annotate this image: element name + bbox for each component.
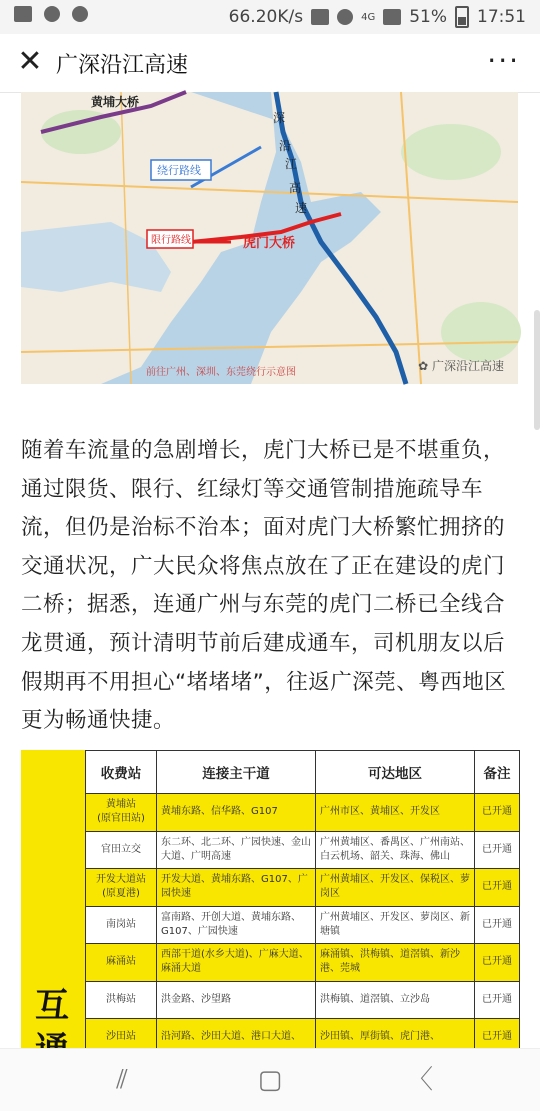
map-label-char-4: 高 (289, 181, 302, 195)
wechat-icon: ✿ (418, 359, 429, 373)
weather-icon (44, 6, 60, 22)
cell-remark: 已开通 (475, 794, 520, 832)
nav-bar (0, 34, 540, 93)
cell-main-road: 东二环、北二环、广园快速、金山大道、广明高速 (157, 831, 316, 869)
system-nav-bar (0, 1048, 540, 1111)
route-map-image[interactable] (21, 92, 518, 384)
close-icon[interactable]: ✕ (17, 44, 43, 79)
cell-station: 沙田站 (86, 1019, 157, 1057)
status-right (229, 6, 526, 28)
status-left-icons (14, 6, 88, 22)
scrollbar[interactable] (534, 310, 540, 430)
cell-main-road: 富南路、开创大道、黄埔东路、G107、广园快速 (157, 906, 316, 944)
toll-table-image[interactable] (21, 750, 520, 1048)
cell-reachable-area: 广州黄埔区、开发区、萝岗区、新塘镇 (316, 906, 475, 944)
cell-remark: 已开通 (475, 944, 520, 982)
map-label-char-5: 速 (295, 201, 308, 215)
more-options-icon[interactable]: ··· (487, 44, 520, 77)
table-row (86, 794, 520, 832)
cell-reachable-area: 洪梅镇、道滘镇、立沙岛 (316, 981, 475, 1019)
cell-station: 南岗站 (86, 906, 157, 944)
cell-remark: 已开通 (475, 906, 520, 944)
map-drawing (21, 92, 518, 384)
map-watermark (418, 357, 504, 374)
table-row (86, 831, 520, 869)
cell-station: 麻涌站 (86, 944, 157, 982)
header-reachable-area: 可达地区 (316, 751, 475, 794)
signal-icon (383, 9, 401, 25)
cell-station: 黄埔站 (原官田站) (86, 794, 157, 832)
map-label-limit-route: 限行路线 (151, 235, 191, 246)
map-label-char-1: 深 (273, 111, 286, 125)
cell-reachable-area: 广州黄埔区、开发区、保税区、萝岗区 (316, 869, 475, 907)
article-paragraph: 随着车流量的急剧增长，虎门大桥已是不堪重负，通过限货、限行、红绿灯等交通管制措施疏导车流，但仍是治标不治本；面对虎门大桥繁忙拥挤的交通状况，广大民众将焦点放在了正在建设的虎门二桥；据悉，连通广州与东莞的虎门二桥已全线合龙贯通，预计清明节前后建成通车，司机朋友以后假期再不用担心“堵堵堵”，往返广深莞、粤西地区更为畅通快捷。 (21, 438, 507, 734)
signal-label: 4G (361, 11, 376, 23)
cell-reachable-area: 广州黄埔区、番禺区、广州南站、白云机场、韶关、珠海、佛山 (316, 831, 475, 869)
map-label-char-3: 江 (285, 157, 298, 171)
cell-main-road: 黄埔东路、信华路、G107 (157, 794, 316, 832)
map-caption: 前往广州、深圳、东莞绕行示意图 (146, 367, 296, 378)
cell-remark: 已开通 (475, 981, 520, 1019)
clock: 17:51 (477, 7, 526, 27)
cell-main-road: 开发大道、黄埔东路、G107、广园快速 (157, 869, 316, 907)
table-row (86, 981, 520, 1019)
gallery-icon (14, 6, 32, 22)
battery-icon (455, 6, 469, 28)
toll-table (85, 750, 520, 1057)
cell-station: 开发大道站 (原夏港) (86, 869, 157, 907)
cell-reachable-area: 广州市区、黄埔区、开发区 (316, 794, 475, 832)
table-row (86, 869, 520, 907)
mute-icon (311, 9, 329, 25)
status-bar (0, 0, 540, 34)
wifi-icon (72, 6, 88, 22)
cell-reachable-area: 沙田镇、厚街镇、虎门港、 (316, 1019, 475, 1057)
map-label-humen-bridge: 虎门大桥 (243, 236, 296, 251)
page-title: 广深沿江高速 (56, 53, 189, 78)
map-watermark-text: 广深沿江高速 (431, 359, 504, 373)
network-speed: 66.20K/s (228, 7, 304, 27)
cell-remark: 已开通 (475, 1019, 520, 1057)
cell-main-road: 西部干道(水乡大道)、广麻大道、麻涌大道 (157, 944, 316, 982)
map-label-huangpu-bridge: 黄埔大桥 (91, 95, 140, 109)
recent-apps-icon[interactable]: ⫽ (116, 1065, 128, 1095)
cell-remark: 已开通 (475, 831, 520, 869)
home-icon[interactable]: ▢ (257, 1065, 283, 1095)
table-header-row (86, 751, 520, 794)
header-main-road: 连接主干道 (157, 751, 316, 794)
table-side-panel (21, 750, 85, 1048)
table-row (86, 944, 520, 982)
cell-main-road: 沿河路、沙田大道、港口大道、 (157, 1019, 316, 1057)
cell-station: 官田立交 (86, 831, 157, 869)
header-remark: 备注 (475, 751, 520, 794)
alarm-icon (337, 9, 353, 25)
cell-reachable-area: 麻涌镇、洪梅镇、道滘镇、新沙港、莞城 (316, 944, 475, 982)
battery-percent: 51% (409, 7, 447, 27)
back-icon[interactable]: 〈 (406, 1065, 433, 1095)
header-station: 收费站 (86, 751, 157, 794)
table-row (86, 906, 520, 944)
map-label-bypass-route: 绕行路线 (157, 164, 201, 177)
side-label-char-1: 互 (35, 986, 69, 1026)
cell-main-road: 洪金路、沙望路 (157, 981, 316, 1019)
cell-station: 洪梅站 (86, 981, 157, 1019)
map-label-char-2: 沿 (279, 139, 292, 153)
cell-remark: 已开通 (475, 869, 520, 907)
